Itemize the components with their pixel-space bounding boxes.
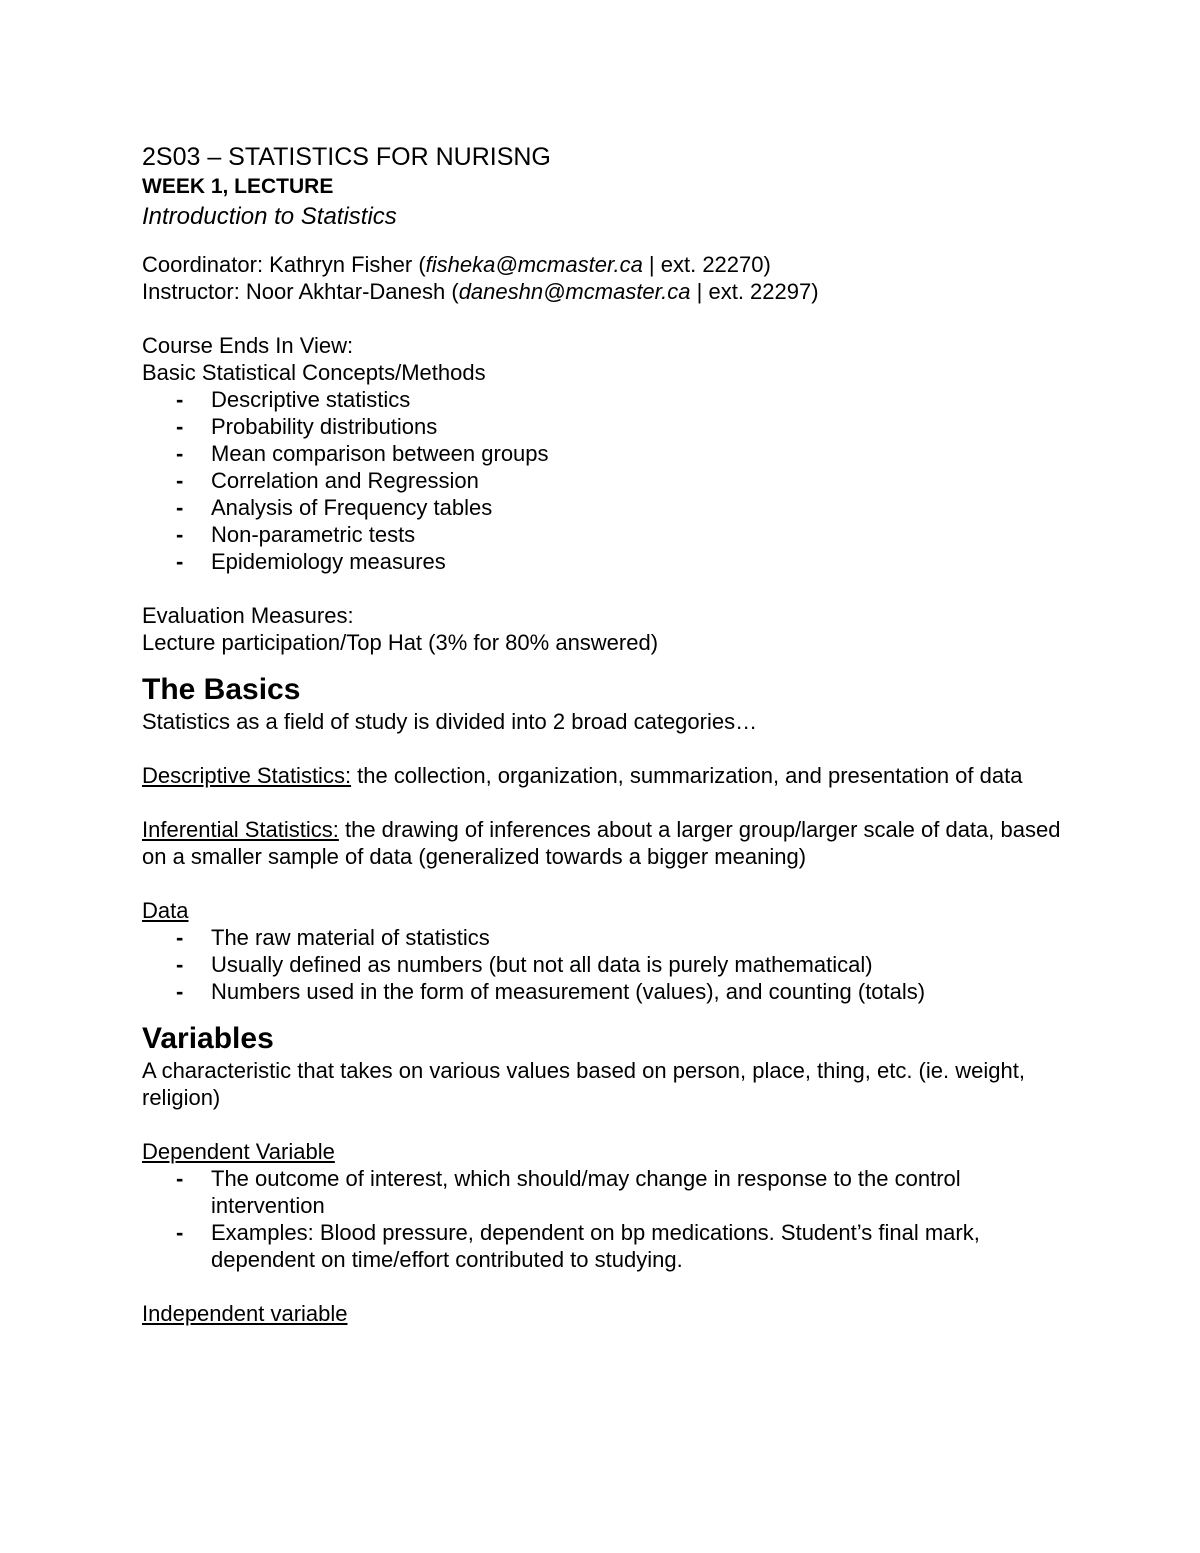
bullet-dash: - [176, 1220, 184, 1245]
instructor-ext: | ext. 22297) [690, 279, 819, 304]
list-item [142, 440, 1072, 467]
bullet-dash: - [176, 925, 184, 950]
list-item-text: The raw material of statistics [211, 925, 490, 950]
dependent-list [142, 1165, 1072, 1273]
coordinator-ext: | ext. 22270) [642, 252, 771, 277]
instructor-line [142, 278, 1072, 305]
dependent-term: Dependent Variable [142, 1139, 335, 1164]
coordinator-label: Coordinator: Kathryn Fisher ( [142, 252, 426, 277]
inferential-term: Inferential Statistics: [142, 817, 339, 842]
independent-heading [142, 1300, 1072, 1327]
bullet-dash: - [176, 468, 184, 493]
list-item-text: Non-parametric tests [211, 522, 416, 547]
bullet-dash: - [176, 495, 184, 520]
bullet-dash: - [176, 549, 184, 574]
evaluation-heading: Evaluation Measures: [142, 603, 354, 628]
list-item [142, 1165, 1072, 1219]
bullet-dash: - [176, 414, 184, 439]
course-ends-heading: Course Ends In View: [142, 333, 354, 358]
list-item-text: Examples: Blood pressure, dependent on bp medications. Student’s final mark, dependent on time/effort contributed to studying. [211, 1220, 980, 1272]
list-item [142, 386, 1072, 413]
bullet-dash: - [176, 979, 184, 1004]
independent-term: Independent variable [142, 1301, 348, 1326]
descriptive-text: the collection, organization, summarization, and presentation of data [351, 763, 1023, 788]
list-item [142, 413, 1072, 440]
list-item-text: Descriptive statistics [211, 387, 411, 412]
list-item-text: Epidemiology measures [211, 549, 446, 574]
basics-heading: The Basics [142, 673, 301, 706]
list-item [142, 467, 1072, 494]
descriptive-definition [142, 762, 1072, 789]
coordinator-line [142, 251, 1072, 278]
data-heading [142, 897, 1072, 924]
lecture-title: Introduction to Statistics [142, 203, 397, 230]
variables-intro: A characteristic that takes on various values based on person, place, thing, etc. (ie. weight, religion) [142, 1058, 1025, 1110]
data-term: Data [142, 898, 189, 923]
instructor-label: Instructor: Noor Akhtar-Danesh ( [142, 279, 459, 304]
bullet-dash: - [176, 387, 184, 412]
list-item [142, 548, 1072, 575]
document-page [142, 142, 1072, 1327]
list-item-text: Usually defined as numbers (but not all data is purely mathematical) [211, 952, 873, 977]
week-label: WEEK 1, LECTURE [142, 175, 334, 198]
list-item-text: Analysis of Frequency tables [211, 495, 493, 520]
list-item [142, 924, 1072, 951]
list-item [142, 494, 1072, 521]
list-item-text: The outcome of interest, which should/may change in response to the control intervention [211, 1166, 961, 1218]
list-item-text: Mean comparison between groups [211, 441, 549, 466]
list-item-text: Correlation and Regression [211, 468, 479, 493]
course-title: 2S03 – STATISTICS FOR NURISNG [142, 143, 551, 171]
list-item [142, 951, 1072, 978]
bullet-dash: - [176, 952, 184, 977]
list-item [142, 521, 1072, 548]
instructor-email: daneshn@mcmaster.ca [458, 279, 691, 304]
dependent-heading [142, 1138, 1072, 1165]
bullet-dash: - [176, 522, 184, 547]
descriptive-term: Descriptive Statistics: [142, 763, 352, 788]
course-ends-subheading: Basic Statistical Concepts/Methods [142, 360, 486, 385]
inferential-definition [142, 816, 1072, 870]
inferential-text: the drawing of inferences about a larger group/larger scale of data, based on a smaller sample of data (generalized towards a bigger meaning) [142, 817, 1061, 869]
variables-heading: Variables [142, 1022, 274, 1055]
evaluation-text: Lecture participation/Top Hat (3% for 80% answered) [142, 630, 659, 655]
basics-intro: Statistics as a field of study is divided into 2 broad categories… [142, 709, 758, 734]
data-list [142, 924, 1072, 1005]
list-item [142, 978, 1072, 1005]
list-item-text: Probability distributions [211, 414, 438, 439]
list-item-text: Numbers used in the form of measurement (values), and counting (totals) [211, 979, 926, 1004]
coordinator-email: fisheka@mcmaster.ca [425, 252, 643, 277]
bullet-dash: - [176, 441, 184, 466]
bullet-dash: - [176, 1166, 184, 1191]
list-item [142, 1219, 1072, 1273]
course-ends-list [142, 386, 1072, 575]
